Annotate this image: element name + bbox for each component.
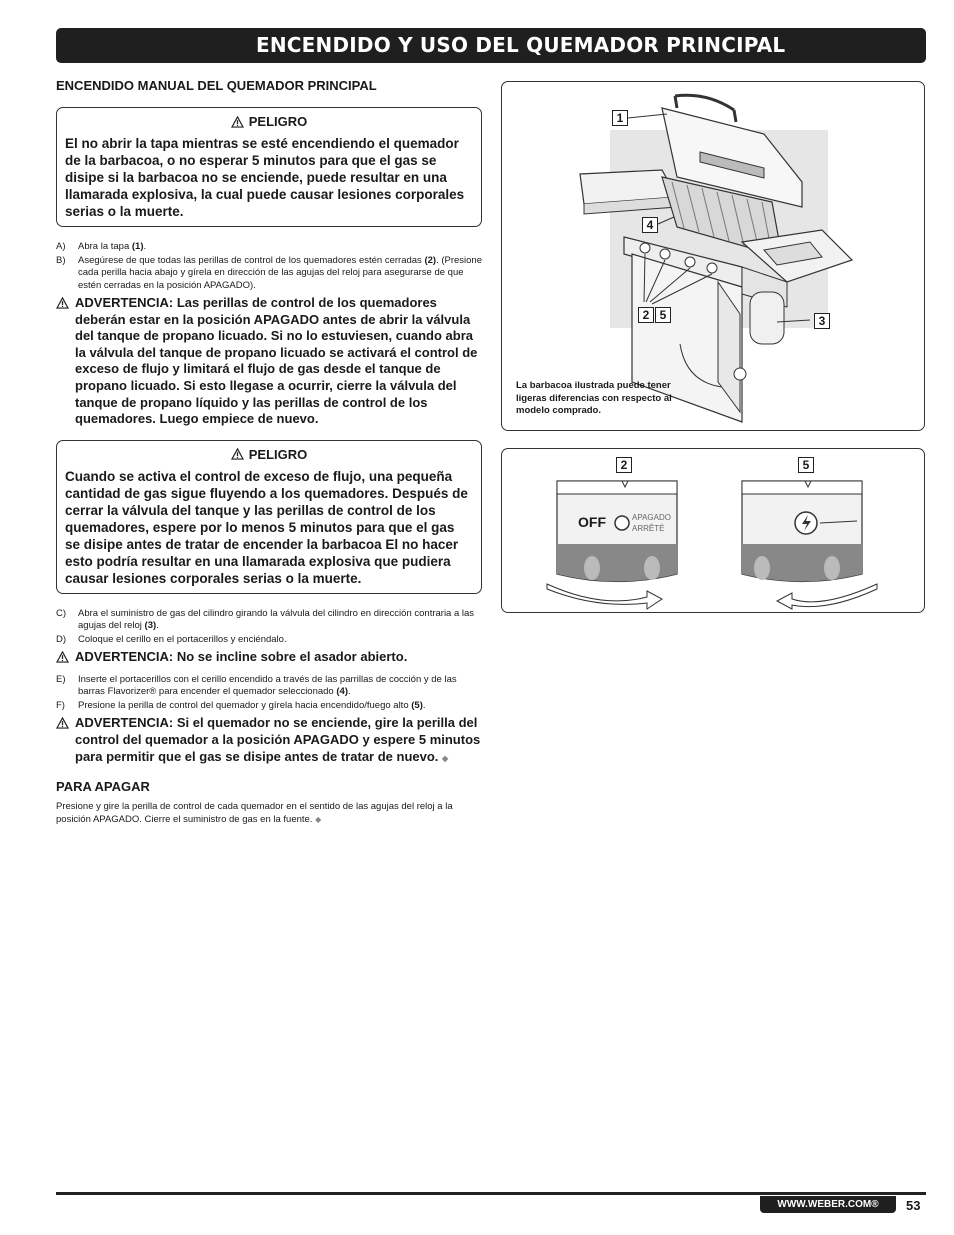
knob-off-label: OFF: [578, 514, 606, 530]
page-number: 53: [906, 1198, 921, 1213]
instructions-column: [56, 78, 482, 826]
danger-heading: [65, 114, 473, 129]
list-item: C) Abra el suministro de gas del cilindro girando la válvula del cilindro en dirección contraria a las agujas del reloj (3).: [56, 607, 475, 632]
list-item: A) Abra la tapa (1).: [56, 241, 147, 252]
knob-apagado-label: APAGADO: [632, 513, 671, 522]
warning-2: ADVERTENCIA: No se incline sobre el asador abierto.: [56, 649, 482, 666]
danger-label: PELIGRO: [248, 114, 308, 129]
callout-1: 1: [612, 110, 628, 126]
danger-text: Cuando se activa el control de exceso de flujo, una pequeña cantidad de gas sigue fluyendo a los quemadores. Después de cerrar la válvula del tanque y las perillas de control de los quemadores, espere por lo menos 5 minutos para que el gas se disipe antes de tratar de encender la barbacoa El no hacer esto podría resultar en una llamarada explosiva que pudiera causar lesiones corporales serias o la muerte.: [65, 468, 468, 586]
danger-box-1: [56, 107, 482, 227]
warning-3: ADVERTENCIA: Si el quemador no se enciende, gire la perilla del control del quemador a la posición APAGADO y espere 5 minutos para permitir que el gas se disipe antes de tratar de nuevo. ◆: [56, 715, 482, 767]
section-title: ENCENDIDO MANUAL DEL QUEMADOR PRINCIPAL: [56, 78, 377, 93]
warning-triangle-icon: [56, 717, 69, 729]
footer-url: WWW.WEBER.COM®: [760, 1196, 896, 1213]
callout-5: 5: [798, 457, 814, 473]
grill-figure: [501, 81, 925, 431]
list-item: F) Presione la perilla de control del quemador y gírela hacia encendido/fuego alto (5).: [56, 699, 426, 711]
knob-illustration: [502, 449, 923, 611]
danger-heading: [65, 447, 473, 462]
page-title: ENCENDIDO Y USO DEL QUEMADOR PRINCIPAL: [56, 28, 926, 63]
knob-figure: [501, 448, 925, 613]
end-diamond-icon: ◆: [442, 753, 449, 763]
callout-2: 2: [638, 307, 654, 323]
warning-1: ADVERTENCIA: Las perillas de control de los quemadores deberán estar en la posición APAGADO antes de abrir la válvula del tanque de propano licuado. Si no lo estuviesen, cuando abra la válvula del tanque de propano licuado se activará el control de exceso de flujo y limitará el flujo de gas desde el tanque de propano licuado. Si esto llegase a ocurrir, cierre la válvula del tanque de propano líquido y las perillas de control de los quemadores. Luego empiece de nuevo.: [56, 295, 482, 428]
callout-2: 2: [616, 457, 632, 473]
danger-text: El no abrir la tapa mientras se esté encendiendo el quemador de la barbacoa, o no esperar 5 minutos para que el gas se disipe si la barbacoa no se enciende, puede resultar en una llamarada explosiva, la cual puede causar lesiones corporales serias o la muerte.: [65, 136, 465, 219]
callout-3: 3: [814, 313, 830, 329]
off-text: Presione y gire la perilla de control de cada quemador en el sentido de las agujas del reloj a la posición APAGADO. Cierre el suministro de gas en la fuente. ◆: [56, 801, 453, 826]
callout-4: 4: [642, 217, 658, 233]
steps-list-cd: [56, 608, 482, 647]
steps-list-ef: [56, 674, 482, 713]
knob-arrete-label: ARRÊTÉ: [632, 524, 665, 533]
figure-caption: La barbacoa ilustrada puede tener ligeras diferencias con respecto al modelo comprado.: [516, 380, 672, 416]
callout-5: 5: [655, 307, 671, 323]
danger-label: PELIGRO: [248, 446, 308, 462]
list-item: E) Inserte el portacerillos con el cerillo encendido a través de las parrillas de cocción y de las barras Flavorizer® para encender el quemador seleccionado (4).: [56, 673, 457, 698]
footer-rule: [56, 1192, 926, 1195]
warning-triangle-icon: [231, 448, 244, 460]
warning-triangle-icon: [231, 116, 244, 128]
steps-list-ab: [56, 241, 482, 292]
list-item: B) Asegúrese de que todas las perillas de control de los quemadores estén cerradas (2). (Presione cada perilla hacia abajo y gírela en dirección de las agujas del reloj para asegurarse de que estén cerradas en la posición APAGADO).: [56, 254, 482, 291]
end-diamond-icon: ◆: [315, 815, 322, 825]
warning-triangle-icon: [56, 297, 69, 309]
list-item: D) Coloque el cerillo en el portacerillos y enciéndalo.: [56, 633, 287, 645]
grill-illustration: [502, 82, 923, 429]
warning-triangle-icon: [56, 651, 69, 663]
off-title: PARA APAGAR: [56, 779, 150, 795]
danger-box-2: [56, 440, 482, 594]
